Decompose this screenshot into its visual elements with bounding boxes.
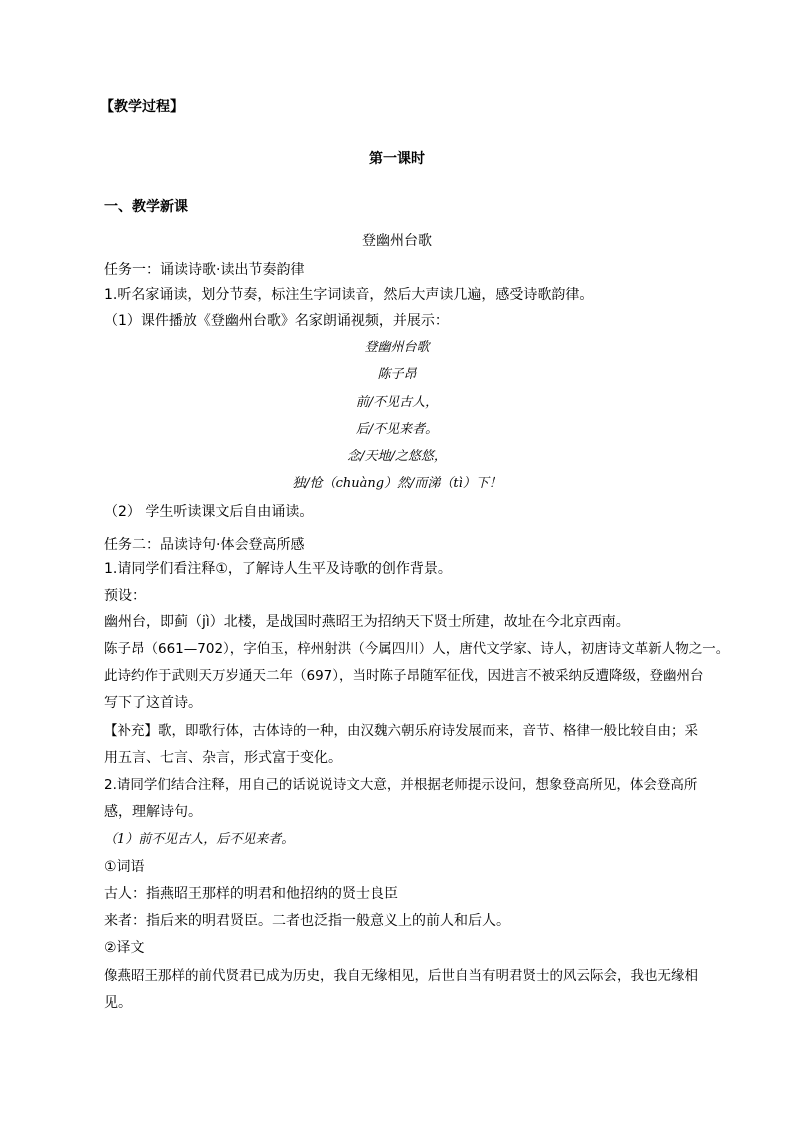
supplement-line-2: 用五言、七言、杂言，形式富于变化。: [104, 750, 342, 766]
youzhou-note: 幽州台，即蓟（jì）北楼，是战国时燕昭王为招纳天下贤士所建，故址在今北京西南。: [104, 614, 630, 630]
task2-preset: 预设：: [104, 588, 146, 604]
task2-heading: 任务二：品读诗句·体会登高所感: [104, 537, 305, 553]
poem-author: 陈子昂: [377, 367, 417, 382]
background-line-1: 此诗约作于武则天万岁通天二年（697），当时陈子昂随军征伐，因进言不被采纳反遭降级，登幽州台: [104, 668, 704, 684]
poem-line-1: 前/不见古人，: [355, 395, 439, 410]
lesson-title: 第一课时: [369, 151, 425, 167]
word-laizhe: 来者：指后来的明君贤臣。二者也泛指一般意义上的前人和后人。: [104, 913, 510, 929]
translation-line-1: 像燕昭王那样的前代贤君已成为历史，我自无缘相见，后世自当有明君贤士的风云际会，我也无缘相: [104, 968, 698, 984]
poem-section-title: 登幽州台歌: [362, 233, 432, 249]
section-header: 【教学过程】: [100, 99, 184, 115]
task2-item2-line-1: 2.请同学们结合注释，用自己的话说说诗文大意，并根据老师提示设问，想象登高所见，体会登高所: [104, 777, 698, 793]
task1-item1: 1.听名家诵读，划分节奏，标注生字词读音，然后大声读几遍，感受诗歌韵律。: [104, 287, 594, 303]
supplement-line-1: 【补充】歌，即歌行体，古体诗的一种，由汉魏六朝乐府诗发展而来，音节、格律一般比较自由；采: [104, 723, 698, 739]
word-guren: 古人：指燕昭王那样的明君和他招纳的贤士良臣: [104, 886, 398, 902]
part-one-heading: 一、教学新课: [104, 199, 188, 215]
words-label: ①词语: [104, 859, 145, 875]
chenziang-note: 陈子昂（661—702），字伯玉，梓州射洪（今属四川）人，唐代文学家、诗人，初唐诗文革新人物之一。: [104, 641, 730, 657]
task1-heading: 任务一：诵读诗歌·读出节奏韵律: [104, 262, 305, 278]
task1-sub1: （1）课件播放《登幽州台歌》名家朗诵视频，并展示：: [104, 313, 449, 329]
task2-item1: 1.请同学们看注释①，了解诗人生平及诗歌的创作背景。: [104, 561, 452, 577]
background-line-2: 写下了这首诗。: [104, 695, 202, 711]
task2-sub1: （1）前不见古人，后不见来者。: [104, 832, 295, 847]
poem-title: 登幽州台歌: [364, 340, 430, 355]
translation-line-2: 见。: [104, 995, 132, 1011]
task2-item2-line-2: 感，理解诗句。: [104, 804, 202, 820]
poem-line-3: 念/天地/之悠悠，: [347, 449, 447, 464]
task1-sub2: （2） 学生听读课文后自由诵读。: [104, 504, 314, 520]
poem-line-2: 后/不见来者。: [355, 422, 439, 437]
translation-label: ②译文: [104, 940, 145, 956]
poem-line-4: 独/怆（chuàng）然/而涕（tì）下！: [292, 476, 502, 491]
